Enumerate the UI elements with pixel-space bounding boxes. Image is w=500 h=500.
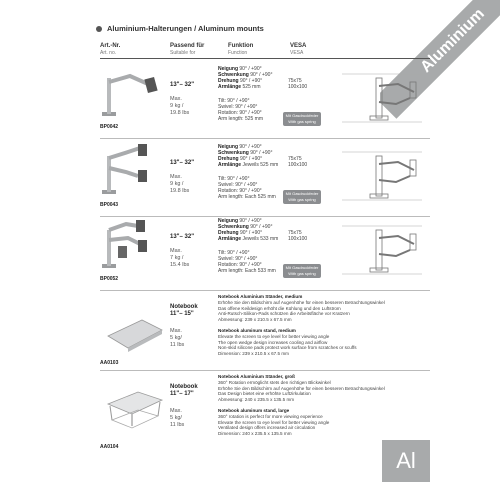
stand-description: Notebook Aluminium Ständer, medium Erhöhe Sie den Bildschirm auf Augenhöhe für einen besseren Betrachtungswinkel Das offene Keildesign erhöht die Kühlung und den Luftstrom Anti-Rutsch-Silikon-Pads schützen die Arbeitsfläche vor Kratzern Abmessung: 239 x 210.5 x 67.5 mm Notebook aluminum stand, medium Elevate the screen to eye level for better viewing angle The open wedge design increases cooling and airflow Non-skid silicone pads protect work surface from scratches or scuffs Dimension: 239 x 210.5 x 67.5 mm bbox=[218, 294, 385, 357]
monitor-arm-photo bbox=[98, 64, 168, 126]
mount-row bbox=[100, 62, 430, 136]
row-divider bbox=[100, 138, 430, 139]
function-spec: Neigung 90° / +90° Schwenkung 90° / +90° Drehung 90° / +90° Armlänge 525 mm Tilt: 90° / +90° Swivel: 90° / +90° Rotation: 90° / +90° Arm length: 525 mm bbox=[218, 66, 273, 122]
col-head-vesa bbox=[290, 43, 306, 57]
screen-size: Notebook 11"– 17" bbox=[170, 384, 198, 397]
max-load: Max. 9 kg / 19.8 lbs bbox=[170, 174, 190, 194]
dimension-diagram bbox=[336, 216, 428, 280]
screen-size: 13"– 32" bbox=[170, 160, 195, 166]
article-number: BP0052 bbox=[100, 276, 119, 282]
article-number: AA0103 bbox=[100, 360, 119, 366]
gas-spring-badge: Mit Gasdruckfeder With gas spring bbox=[283, 190, 321, 204]
vesa-spec: 75x75 100x100 bbox=[288, 78, 308, 90]
col-head-size-label: Passend für bbox=[170, 43, 205, 49]
monitor-arm-photo bbox=[98, 142, 168, 204]
vesa-spec: 75x75 100x100 bbox=[288, 230, 308, 242]
stand-description: Notebook Aluminium Ständer, groß 360° Rotation ermöglicht stets den richtigen Blickwinkel Erhöhe Sie den Bildschirm auf Augenhöhe für einen besseren Betrachtungswinkel Das Design bietet eine erhöhte Luftzirkulation Abmessung: 240 x 235.5 x 135.5 mm Notebook aluminum stand, large 360° rotation is perfect for more viewing experience Elevate the screen to eye level for better viewing angle Ventilated design offers increased air circulation Dimension: 240 x 235.5 x 135.5 mm bbox=[218, 374, 385, 437]
max-load: Max. 5 kg/ 11 lbs bbox=[170, 328, 185, 348]
article-number: BP0042 bbox=[100, 124, 119, 130]
aluminium-badge: Al bbox=[382, 440, 430, 482]
function-spec: Neigung 90° / +90° Schwenkung 90° / +90° Drehung 90° / +90° Armlänge Jeweils 533 mm Tilt: 90° / +90° Swivel: 90° / +90° Rotation: 90° / +90° Arm length: Each 533 mm bbox=[218, 218, 279, 274]
col-head-func-label: Funktion bbox=[228, 43, 254, 49]
col-head-vesa-label: VESA bbox=[290, 43, 307, 49]
article-number: BP0043 bbox=[100, 202, 119, 208]
article-number: AA0104 bbox=[100, 444, 119, 450]
laptop-stand-photo bbox=[102, 386, 166, 432]
screen-size: 13"– 32" bbox=[170, 82, 195, 88]
max-load: Max. 5 kg/ 11 lbs bbox=[170, 408, 185, 428]
col-head-func-sub: Function bbox=[228, 50, 248, 56]
row-divider bbox=[100, 290, 430, 291]
bullet-icon bbox=[96, 26, 102, 32]
col-head-size bbox=[170, 43, 204, 57]
gas-spring-badge: Mit Gasdruckfeder With gas spring bbox=[283, 112, 321, 126]
screen-size: Notebook 11"– 15" bbox=[170, 304, 198, 317]
vesa-spec: 75x75 100x100 bbox=[288, 156, 308, 168]
col-head-art-sub: Art. no. bbox=[100, 50, 117, 56]
col-head-art bbox=[100, 43, 120, 57]
function-spec: Neigung 90° / +90° Schwenkung 90° / +90° Drehung 90° / +90° Armlänge Jeweils 525 mm Tilt: 90° / +90° Swivel: 90° / +90° Rotation: 90° / +90° Arm length: Each 525 mm bbox=[218, 144, 279, 200]
monitor-arm-photo bbox=[98, 216, 168, 278]
banner-label: Aluminium bbox=[380, 0, 500, 119]
mount-row bbox=[100, 214, 430, 288]
mount-row bbox=[100, 140, 430, 214]
row-divider bbox=[100, 370, 430, 371]
gas-spring-badge: Mit Gasdruckfeder With gas spring bbox=[283, 264, 321, 278]
dimension-diagram bbox=[336, 64, 428, 128]
dimension-diagram bbox=[336, 142, 428, 206]
header-divider bbox=[100, 58, 430, 59]
max-load: Max. 9 kg / 19.8 lbs bbox=[170, 96, 190, 116]
col-head-art-label: Art.-Nr. bbox=[100, 43, 121, 49]
section-title bbox=[96, 24, 264, 33]
col-head-vesa-sub: VESA bbox=[290, 50, 304, 56]
laptop-stand-photo bbox=[102, 306, 166, 352]
stand-row bbox=[100, 372, 430, 448]
screen-size: 13"– 32" bbox=[170, 234, 195, 240]
section-title-text: Aluminium-Halterungen / Aluminum mounts bbox=[107, 24, 264, 33]
col-head-func bbox=[228, 43, 253, 57]
max-load: Max. 7 kg / 15.4 lbs bbox=[170, 248, 190, 268]
stand-row bbox=[100, 292, 430, 368]
col-head-size-sub: Suitable for bbox=[170, 50, 196, 56]
